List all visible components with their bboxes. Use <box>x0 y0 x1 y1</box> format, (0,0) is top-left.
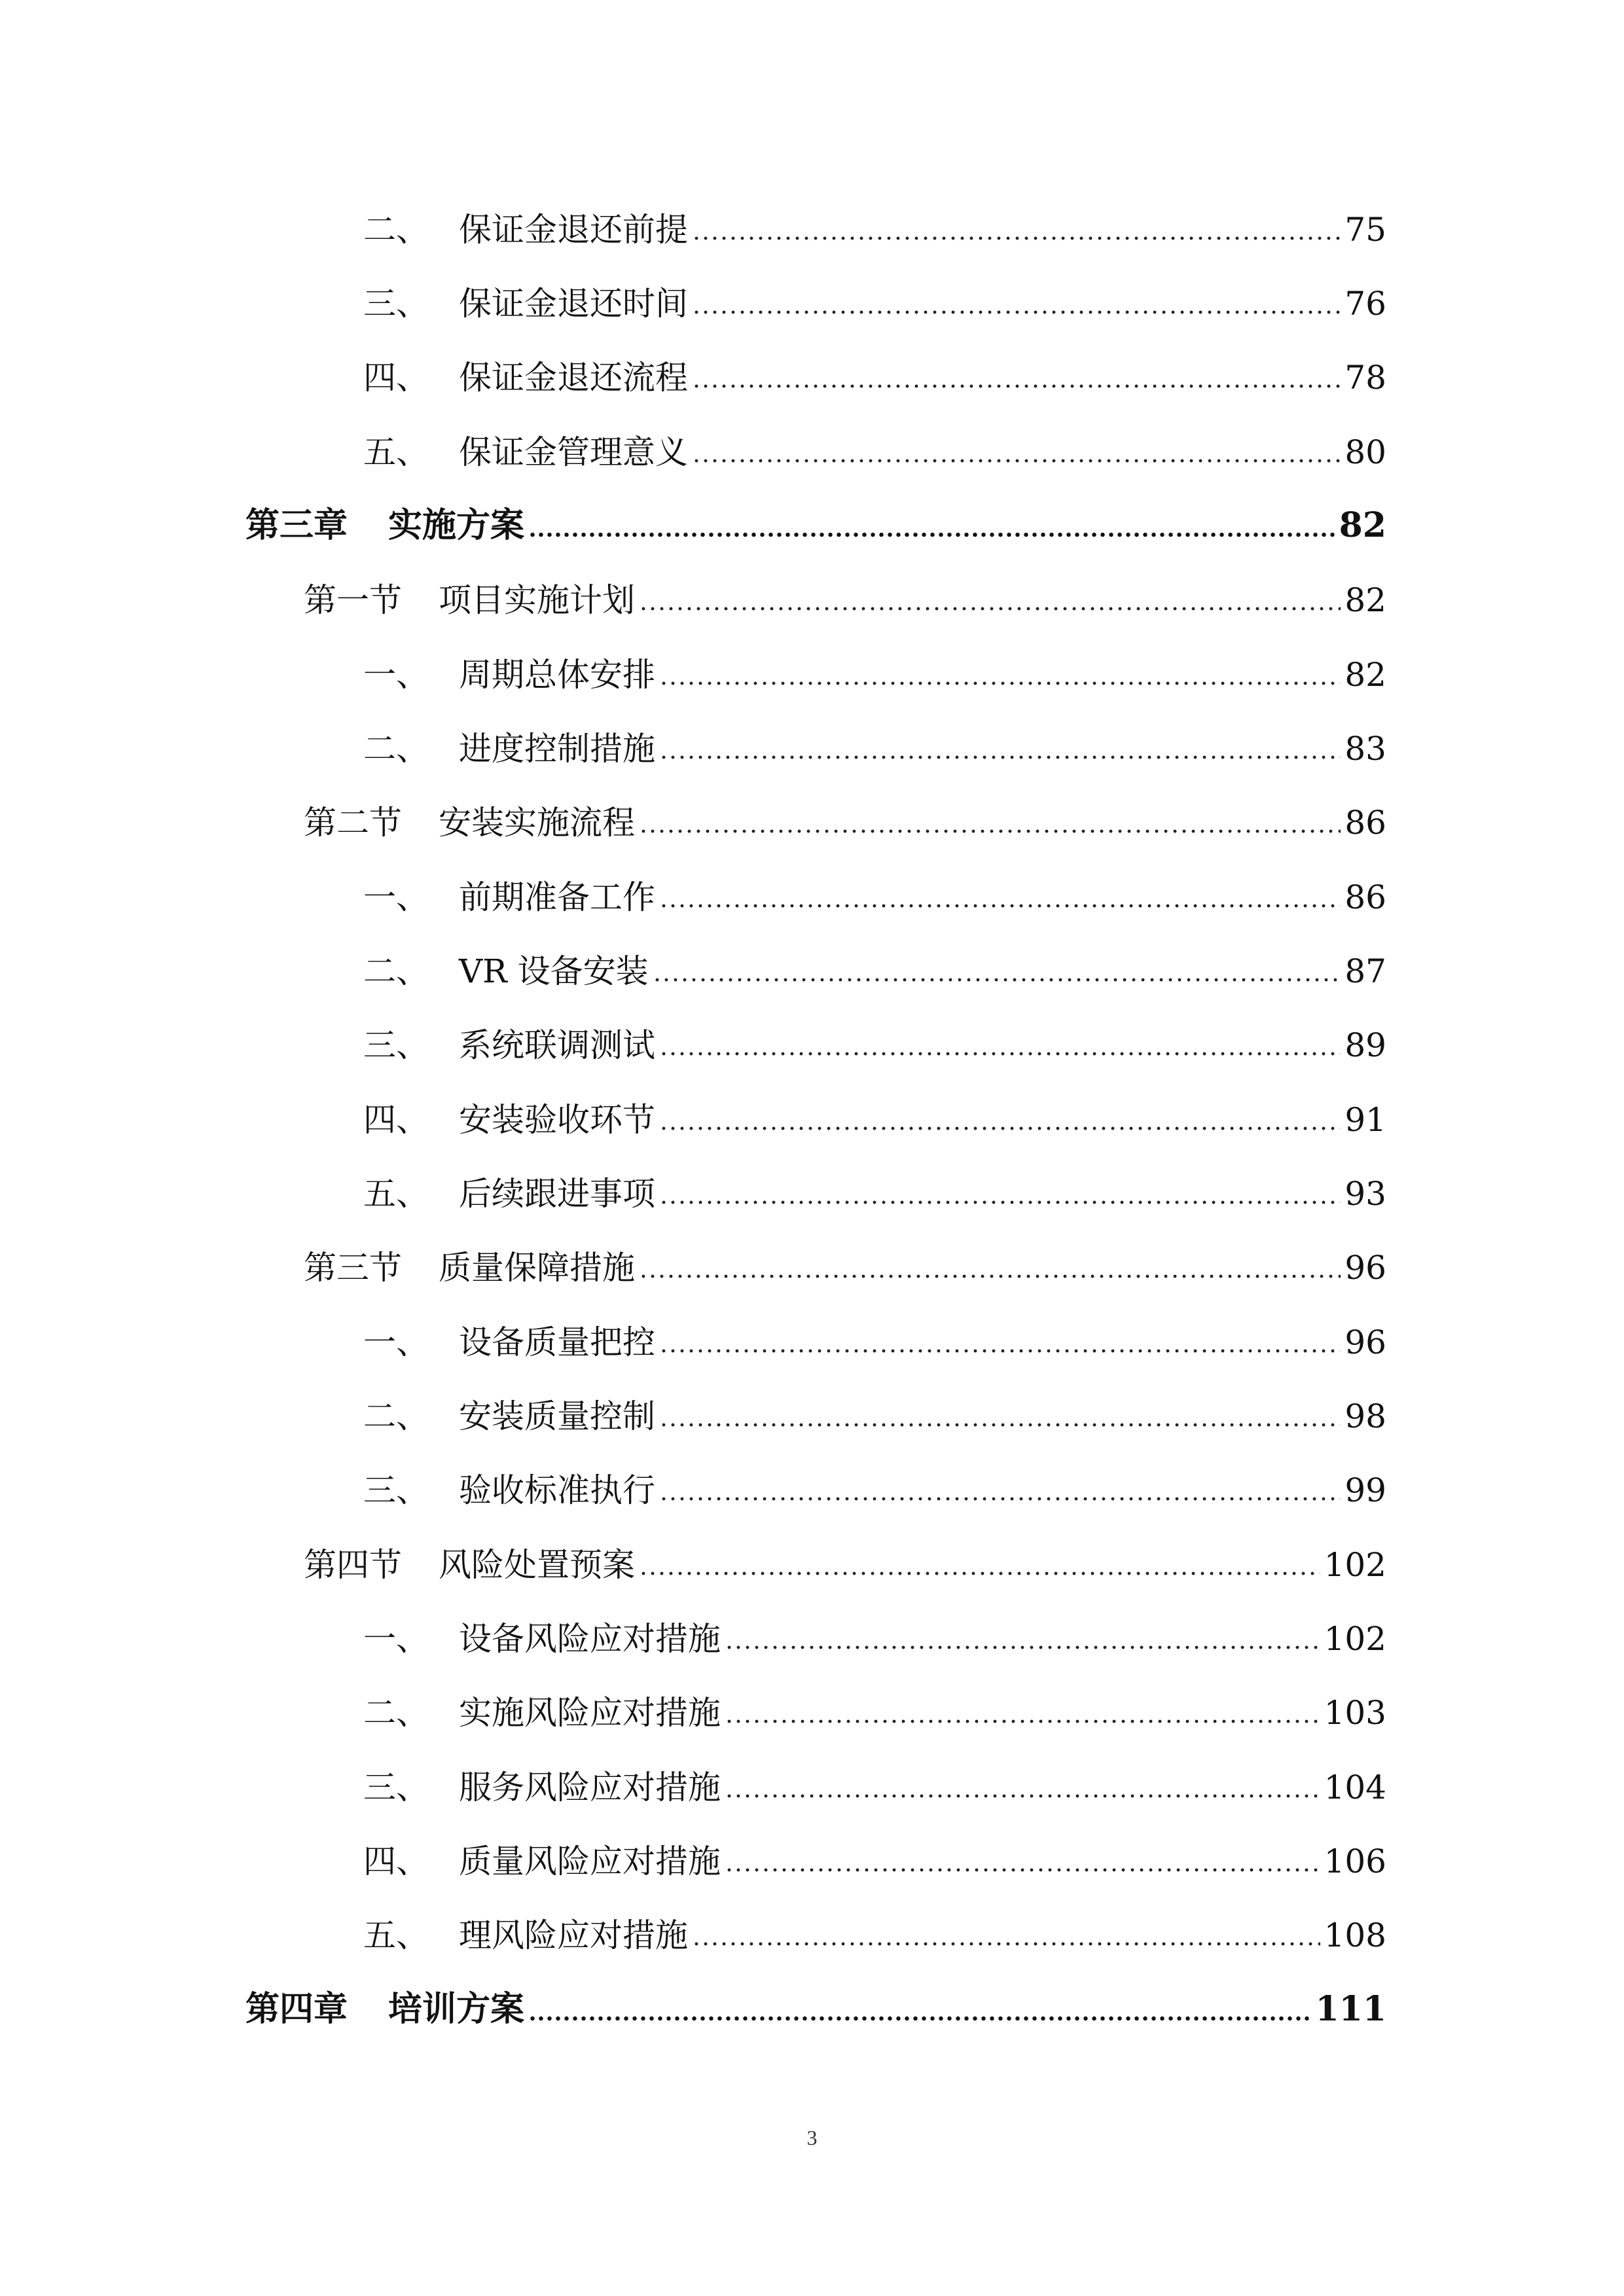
dot-leader <box>639 605 1341 612</box>
toc-entry-title: 培训方案 <box>388 1989 525 2029</box>
toc-section-entry[interactable] <box>304 789 1386 842</box>
toc-entry[interactable] <box>363 1902 1386 1952</box>
toc-entry-page: 106 <box>1324 1842 1386 1880</box>
toc-entry-title: 服务风险应对措施 <box>459 1768 721 1806</box>
toc-entry-title: 风险处置预案 <box>439 1546 635 1584</box>
toc-entry[interactable] <box>363 1754 1386 1804</box>
toc-entry-page: 87 <box>1344 952 1386 990</box>
toc-entry-label: 五、 <box>363 1916 429 1954</box>
dot-leader <box>659 754 1341 761</box>
toc-entry[interactable] <box>363 419 1386 469</box>
toc-entry[interactable] <box>363 715 1386 768</box>
dot-leader <box>659 1348 1341 1354</box>
toc-entry-title: 保证金退还流程 <box>459 359 688 397</box>
toc-chapter-entry[interactable] <box>245 493 1386 543</box>
toc-entry-title: VR 设备安装 <box>459 952 649 990</box>
toc-entry-label: 三、 <box>363 1768 429 1806</box>
dot-leader <box>639 1273 1341 1280</box>
toc-entry-label: 第三节 <box>304 1249 402 1287</box>
toc-entry-page: 99 <box>1344 1471 1386 1509</box>
dot-leader <box>528 2015 1311 2022</box>
toc-entry[interactable] <box>363 864 1386 914</box>
dot-leader <box>725 1793 1320 1799</box>
dot-leader <box>725 1867 1320 1873</box>
toc-entry[interactable] <box>363 641 1386 694</box>
toc-entry-title: 系统联调测试 <box>459 1026 655 1064</box>
toc-entry-label: 第一节 <box>304 581 402 619</box>
toc-entry-label: 四、 <box>363 1101 429 1139</box>
dot-leader <box>528 531 1335 538</box>
toc-entry[interactable] <box>363 1086 1386 1139</box>
toc-entry[interactable] <box>363 1828 1386 1878</box>
toc-entry[interactable] <box>363 1679 1386 1732</box>
toc-entry-page: 83 <box>1344 730 1386 768</box>
toc-entry-label: 第三章 <box>245 505 348 545</box>
toc-entry-title: 安装验收环节 <box>459 1101 655 1139</box>
toc-entry-title: 安装实施流程 <box>439 804 635 842</box>
toc-entry-title: 保证金管理意义 <box>459 433 688 471</box>
dot-leader <box>725 1644 1320 1651</box>
toc-entry-page: 82 <box>1344 656 1386 694</box>
toc-entry-title: 保证金退还时间 <box>459 285 688 323</box>
toc-entry-page: 102 <box>1324 1546 1386 1584</box>
toc-entry-title: 实施风险应对措施 <box>459 1694 721 1732</box>
toc-entry[interactable] <box>363 1160 1386 1213</box>
toc-entry-title: 保证金退还前提 <box>459 211 688 249</box>
toc-entry-page: 89 <box>1344 1026 1386 1064</box>
toc-entry-page: 82 <box>1344 581 1386 619</box>
toc-entry-page: 96 <box>1344 1249 1386 1287</box>
toc-entry-page: 104 <box>1324 1768 1386 1806</box>
dot-leader <box>659 1125 1341 1132</box>
toc-entry-title: 验收标准执行 <box>459 1471 655 1509</box>
toc-entry-title: 周期总体安排 <box>459 656 655 694</box>
toc-entry-label: 四、 <box>363 359 429 397</box>
toc-entry-page: 91 <box>1344 1101 1386 1139</box>
dot-leader <box>659 1199 1341 1206</box>
toc-section-entry[interactable] <box>304 1234 1386 1287</box>
toc-entry-page: 82 <box>1339 505 1386 545</box>
toc-entry-label: 二、 <box>363 1397 429 1435</box>
toc-entry-page: 86 <box>1344 804 1386 842</box>
toc-section-entry[interactable] <box>304 1532 1386 1584</box>
toc-entry-page: 103 <box>1324 1694 1386 1732</box>
toc-entry-label: 第四章 <box>245 1989 348 2029</box>
toc-entry-page: 96 <box>1344 1323 1386 1361</box>
toc-chapter-entry[interactable] <box>245 1977 1386 2029</box>
toc-entry-page: 98 <box>1344 1397 1386 1435</box>
toc-entry-page: 80 <box>1344 433 1386 471</box>
toc-entry-label: 三、 <box>363 1471 429 1509</box>
toc-entry-title: 进度控制措施 <box>459 730 655 768</box>
dot-leader <box>692 235 1341 242</box>
toc-entry[interactable] <box>363 1309 1386 1359</box>
toc-section-entry[interactable] <box>304 567 1386 617</box>
toc-entry-label: 三、 <box>363 285 429 323</box>
toc-entry[interactable] <box>363 1605 1386 1658</box>
toc-entry-title: 后续跟进事项 <box>459 1175 655 1213</box>
dot-leader <box>639 1570 1320 1577</box>
toc-entry-title: 质量风险应对措施 <box>459 1842 721 1880</box>
toc-entry-title: 设备风险应对措施 <box>459 1620 721 1658</box>
toc-entry-label: 二、 <box>363 1694 429 1732</box>
toc-entry[interactable] <box>363 196 1386 249</box>
dot-leader <box>692 457 1341 464</box>
toc-entry-title: 实施方案 <box>388 505 525 545</box>
toc-entry-label: 一、 <box>363 656 429 694</box>
toc-entry[interactable] <box>363 938 1386 988</box>
toc-entry[interactable] <box>363 344 1386 397</box>
toc-entry-label: 五、 <box>363 433 429 471</box>
toc-entry-page: 111 <box>1315 1989 1386 2029</box>
dot-leader <box>659 1496 1341 1502</box>
toc-entry-title: 安装质量控制 <box>459 1397 655 1435</box>
toc-entry-label: 二、 <box>363 952 429 990</box>
toc-entry-label: 一、 <box>363 1323 429 1361</box>
toc-entry-label: 四、 <box>363 1842 429 1880</box>
toc-entry-label: 第二节 <box>304 804 402 842</box>
toc-entry[interactable] <box>363 1457 1386 1507</box>
toc-entry-page: 76 <box>1344 285 1386 323</box>
toc-entry-title: 理风险应对措施 <box>459 1916 688 1954</box>
toc-entry-label: 二、 <box>363 730 429 768</box>
toc-entry[interactable] <box>363 1383 1386 1433</box>
toc-entry-page: 75 <box>1344 211 1386 249</box>
toc-entry-title: 设备质量把控 <box>459 1323 655 1361</box>
toc-entry-label: 三、 <box>363 1026 429 1064</box>
toc-entry-label: 二、 <box>363 211 429 249</box>
toc-entry-page: 102 <box>1324 1620 1386 1658</box>
dot-leader <box>692 383 1341 389</box>
toc-entry-label: 一、 <box>363 878 429 916</box>
dot-leader <box>659 1050 1341 1057</box>
toc-entry-label: 第四节 <box>304 1546 402 1584</box>
dot-leader <box>725 1718 1320 1725</box>
toc-entry-page: 78 <box>1344 359 1386 397</box>
toc-entry-title: 前期准备工作 <box>459 878 655 916</box>
toc-entry-page: 93 <box>1344 1175 1386 1213</box>
toc-entry[interactable] <box>363 1012 1386 1062</box>
page-number: 3 <box>806 2126 818 2149</box>
toc-entry-label: 一、 <box>363 1620 429 1658</box>
dot-leader <box>692 1941 1320 1947</box>
dot-leader <box>659 1422 1341 1428</box>
toc-entry-page: 86 <box>1344 878 1386 916</box>
dot-leader <box>692 309 1341 315</box>
dot-leader <box>639 828 1341 834</box>
dot-leader <box>659 680 1341 687</box>
toc-entry-title: 项目实施计划 <box>439 581 635 619</box>
toc-entry-title: 质量保障措施 <box>439 1249 635 1287</box>
toc-entry[interactable] <box>363 270 1386 323</box>
toc-entry-label: 五、 <box>363 1175 429 1213</box>
toc-entry-page: 108 <box>1324 1916 1386 1954</box>
dot-leader <box>653 977 1341 983</box>
dot-leader <box>659 903 1341 909</box>
